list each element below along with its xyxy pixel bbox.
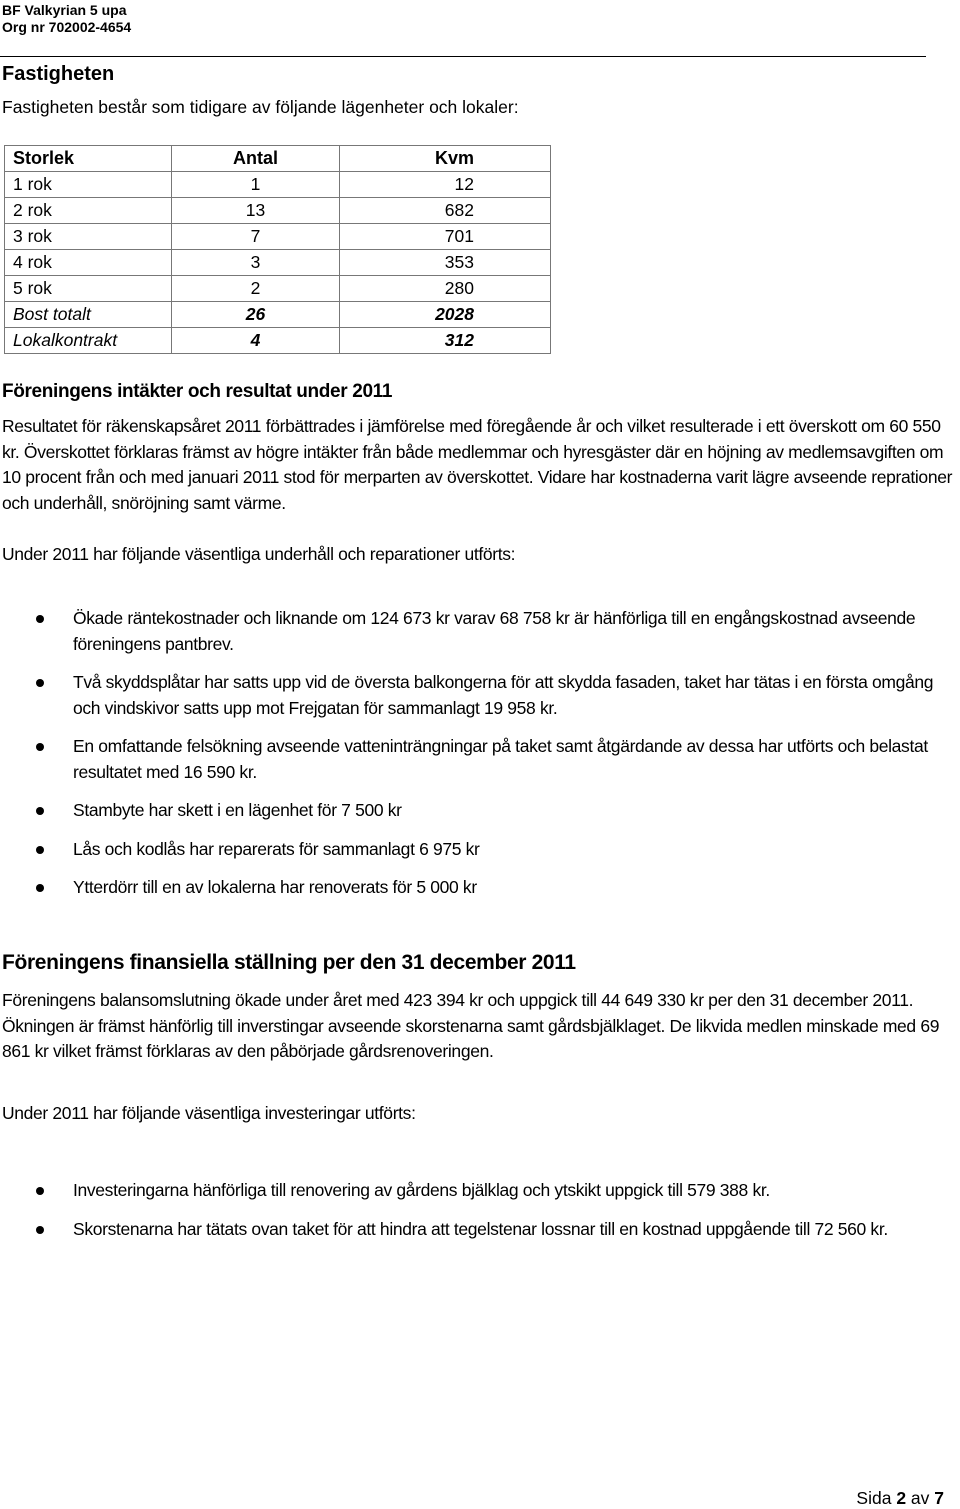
table-cell: 4 (172, 328, 340, 354)
org-name: BF Valkyrian 5 upa (2, 2, 127, 18)
table-cell: 1 (172, 172, 340, 198)
bullet-icon (36, 1187, 44, 1195)
bullet-icon (36, 615, 44, 623)
list-item (0, 798, 943, 824)
intakter-paragraph: Resultatet för räkenskapsåret 2011 förbättrades i jämförelse med föregående år och vilket resulterade i ett överskott om 60 550 kr. Överskottet förklaras främst av högre intäkter från både medlemmar och hyresgäster där en höjning av medlemsavgiften om 10 procent från och med januari 2011 stod för merparten av överskottet. Vidare har kostnaderna varit lägre avseende reprationer och underhåll, snöröjning samt värme. (2, 416, 953, 513)
property-table (4, 145, 551, 354)
list-item-text: Ökade räntekostnader och liknande om 124 673 kr varav 68 758 kr är hänförliga till en engångskostnad avseende föreningens pantbrev. (73, 608, 916, 654)
list-item (0, 875, 943, 901)
fastigheten-intro: Fastigheten består som tidigare av följande lägenheter och lokaler: (2, 97, 519, 117)
section-title-intakter: Föreningens intäkter och resultat under 2011 (2, 381, 393, 402)
section-title-finansiell: Föreningens finansiella ställning per den 31 december 2011 (2, 951, 576, 974)
table-row (5, 250, 551, 276)
list-item-text: Stambyte har skett i en lägenhet för 7 500 kr (73, 800, 402, 820)
list-item (0, 606, 943, 657)
table-cell: 13 (172, 198, 340, 224)
table-row-total (5, 302, 551, 328)
table-cell: 3 (172, 250, 340, 276)
table-row (5, 224, 551, 250)
table-cell: 7 (172, 224, 340, 250)
list-item (0, 1217, 943, 1243)
table-cell: 1 rok (5, 172, 172, 198)
table-row (5, 172, 551, 198)
bullet-icon (36, 679, 44, 687)
table-header-cell: Kvm (340, 146, 551, 172)
total-pages: 7 (934, 1488, 944, 1508)
page-label: Sida (856, 1488, 897, 1508)
document-header (2, 2, 131, 36)
header-divider (0, 56, 926, 57)
underhall-list (0, 606, 960, 901)
investeringar-list (0, 1178, 960, 1242)
list-item-text: Två skyddsplåtar har satts upp vid de översta balkongerna för att skydda fasaden, taket har tätas i en första omgång och vindskivor satts upp mot Frejgatan för sammanlagt 19 958 kr. (73, 672, 934, 718)
table-header-cell: Storlek (5, 146, 172, 172)
table-cell: 312 (340, 328, 551, 354)
table-cell: 353 (340, 250, 551, 276)
list-item-text: Skorstenarna har tätats ovan taket för att hindra att tegelstenar lossnar till en kostnad uppgående till 72 560 kr. (73, 1218, 888, 1239)
table-cell: 2028 (340, 302, 551, 328)
table-cell: Bost totalt (5, 302, 172, 328)
list-item-text: Investeringarna hänförliga till renovering av gårdens bjälklag och ytskikt uppgick till 579 388 kr. (73, 1180, 770, 1200)
list-item (0, 837, 943, 863)
table-cell: 701 (340, 224, 551, 250)
investeringar-lead: Under 2011 har följande väsentliga investeringar utförts: (2, 1103, 416, 1123)
table-cell: 5 rok (5, 276, 172, 302)
org-number: Org nr 702002-4654 (2, 19, 132, 35)
table-header-cell: Antal (172, 146, 340, 172)
table-cell: 4 rok (5, 250, 172, 276)
list-item (0, 734, 943, 785)
underhall-lead: Under 2011 har följande väsentliga underhåll och reparationer utförts: (2, 544, 516, 564)
page-separator: av (906, 1488, 935, 1508)
table-row (5, 198, 551, 224)
list-item-text: Ytterdörr till en av lokalerna har renoverats för 5 000 kr (73, 877, 477, 897)
table-row (5, 276, 551, 302)
table-cell: 2 rok (5, 198, 172, 224)
page-number (856, 1488, 944, 1509)
table-header-row (5, 146, 551, 172)
list-item (0, 1178, 943, 1204)
table-cell: 682 (340, 198, 551, 224)
current-page: 2 (896, 1488, 907, 1508)
table-cell: Lokalkontrakt (5, 328, 172, 354)
bullet-icon (36, 884, 44, 892)
list-item (0, 670, 943, 721)
table-row-lokal (5, 328, 551, 354)
bullet-icon (36, 807, 44, 815)
table-cell: 2 (172, 276, 340, 302)
table-cell: 26 (172, 302, 340, 328)
list-item-text: Lås och kodlås har reparerats för sammanlagt 6 975 kr (73, 838, 480, 859)
finansiell-paragraph: Föreningens balansomslutning ökade under året med 423 394 kr och uppgick till 44 649 330 kr per den 31 december 2011. Ökningen är främst hänförlig till inverstingar avseende skorstenarna samt gårdsbjälklaget. De likvida medlen minskade med 69 861 kr vilket främst förklaras av den påbörjade gårdsrenoveringen. (2, 990, 940, 1061)
table-cell: 280 (340, 276, 551, 302)
table-cell: 12 (340, 172, 551, 198)
section-title-fastigheten: Fastigheten (2, 63, 115, 85)
bullet-icon (36, 1226, 44, 1234)
bullet-icon (36, 743, 44, 751)
list-item-text: En omfattande felsökning avseende vatteninträngningar på taket samt åtgärdande av dessa har utförts och belastat resultatet med 16 590 kr. (73, 736, 928, 782)
table-cell: 3 rok (5, 224, 172, 250)
bullet-icon (36, 846, 44, 854)
